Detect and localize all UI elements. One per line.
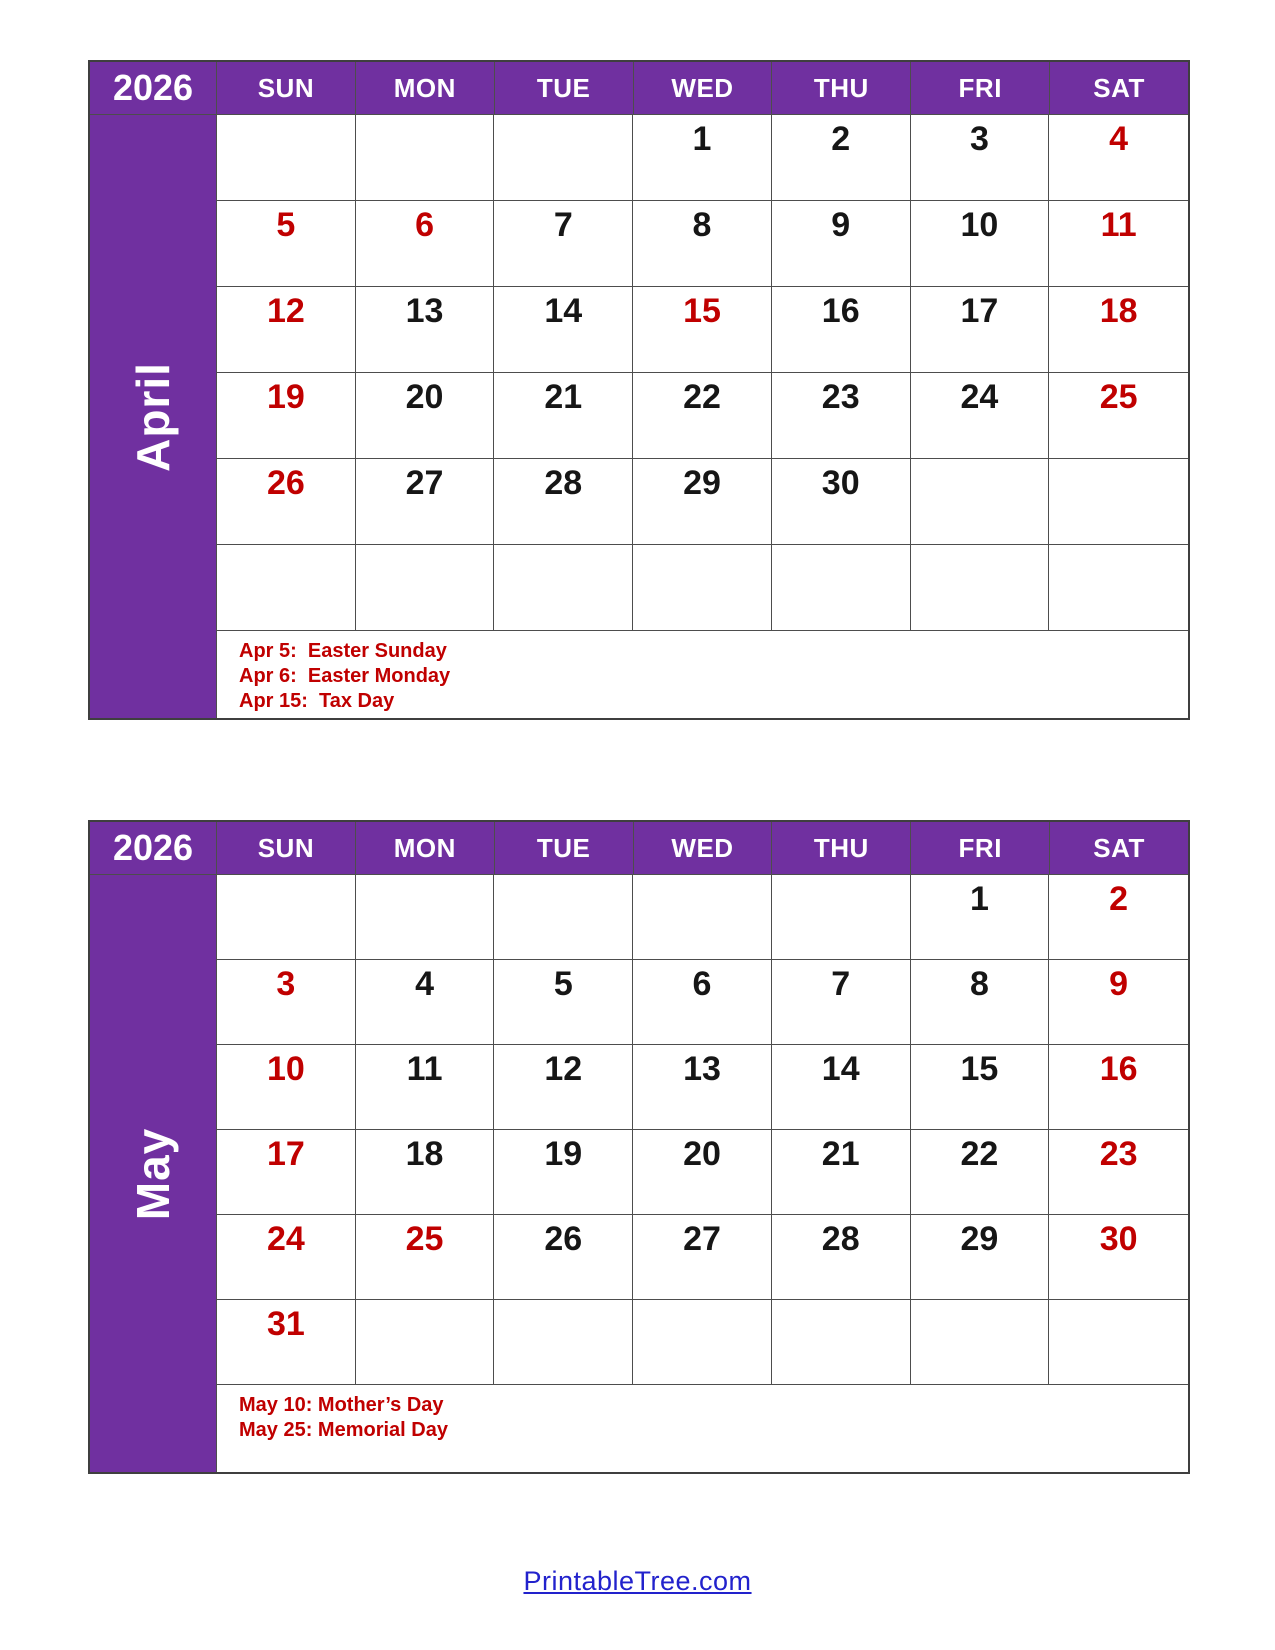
day-cell-april-26: 26 [217,459,356,545]
holiday-note: May 10: Mother’s Day [239,1394,444,1416]
calendar-body [90,115,1188,718]
day-grid [217,115,1188,631]
day-cell-april-14: 14 [494,287,633,373]
weekday-header-mon: MON [356,62,495,114]
calendar-april [88,60,1190,720]
day-cell-april-29: 29 [633,459,772,545]
day-cell-april-18: 18 [1049,287,1188,373]
day-cell-april-12: 12 [217,287,356,373]
day-cell-may-23: 23 [1049,1130,1188,1215]
calendar-grid-area [217,115,1188,718]
weekday-header-fri: FRI [911,62,1050,114]
day-cell-empty [356,875,495,960]
day-cell-may-4: 4 [356,960,495,1045]
month-label: May [126,1127,179,1220]
day-cell-empty [911,459,1050,545]
day-cell-empty [217,875,356,960]
day-cell-april-20: 20 [356,373,495,459]
day-cell-empty [217,545,356,631]
weekday-header-sun: SUN [217,822,356,874]
day-cell-april-8: 8 [633,201,772,287]
calendar-may [88,820,1190,1474]
day-cell-may-13: 13 [633,1045,772,1130]
day-cell-april-17: 17 [911,287,1050,373]
day-cell-may-7: 7 [772,960,911,1045]
day-cell-empty [772,875,911,960]
day-cell-april-9: 9 [772,201,911,287]
weekday-header-thu: THU [772,822,911,874]
weekday-header-fri: FRI [911,822,1050,874]
holiday-notes [217,631,1188,718]
day-cell-april-4: 4 [1049,115,1188,201]
day-cell-april-3: 3 [911,115,1050,201]
month-sidebar [90,875,217,1472]
day-cell-may-10: 10 [217,1045,356,1130]
year-label: 2026 [90,822,217,874]
day-cell-may-18: 18 [356,1130,495,1215]
day-cell-empty [633,545,772,631]
holiday-note: Apr 5: Easter Sunday [239,640,447,662]
day-cell-empty [356,115,495,201]
day-cell-empty [911,1300,1050,1385]
day-cell-april-13: 13 [356,287,495,373]
day-cell-april-10: 10 [911,201,1050,287]
day-cell-empty [1049,545,1188,631]
day-cell-may-11: 11 [356,1045,495,1130]
day-cell-empty [494,875,633,960]
day-cell-may-21: 21 [772,1130,911,1215]
day-cell-april-5: 5 [217,201,356,287]
day-cell-april-7: 7 [494,201,633,287]
calendar-header-row [90,62,1188,115]
weekday-header-wed: WED [634,62,773,114]
day-cell-may-14: 14 [772,1045,911,1130]
day-cell-april-21: 21 [494,373,633,459]
day-cell-may-25: 25 [356,1215,495,1300]
footer [0,1566,1275,1597]
printabletree-link[interactable]: PrintableTree.com [523,1566,752,1596]
day-cell-april-19: 19 [217,373,356,459]
day-cell-april-6: 6 [356,201,495,287]
day-cell-empty [1049,459,1188,545]
day-cell-empty [494,1300,633,1385]
weekday-header-mon: MON [356,822,495,874]
day-cell-empty [217,115,356,201]
day-cell-empty [494,115,633,201]
holiday-note: Apr 15: Tax Day [239,690,395,712]
weekday-header-sun: SUN [217,62,356,114]
weekday-header-thu: THU [772,62,911,114]
day-cell-may-26: 26 [494,1215,633,1300]
day-cell-april-30: 30 [772,459,911,545]
day-cell-may-27: 27 [633,1215,772,1300]
calendar-body [90,875,1188,1472]
day-cell-empty [1049,1300,1188,1385]
day-cell-empty [772,545,911,631]
day-cell-may-30: 30 [1049,1215,1188,1300]
holiday-note: Apr 6: Easter Monday [239,665,451,687]
day-cell-may-19: 19 [494,1130,633,1215]
day-cell-may-5: 5 [494,960,633,1045]
day-cell-april-28: 28 [494,459,633,545]
day-cell-may-28: 28 [772,1215,911,1300]
day-cell-empty [911,545,1050,631]
day-cell-may-16: 16 [1049,1045,1188,1130]
day-cell-may-2: 2 [1049,875,1188,960]
day-cell-april-2: 2 [772,115,911,201]
day-cell-empty [356,1300,495,1385]
day-cell-april-23: 23 [772,373,911,459]
day-cell-may-29: 29 [911,1215,1050,1300]
day-cell-april-11: 11 [1049,201,1188,287]
weekday-header-wed: WED [634,822,773,874]
day-cell-may-1: 1 [911,875,1050,960]
weekday-header-sat: SAT [1093,72,1145,103]
day-cell-empty [633,875,772,960]
weekday-header-tue: TUE [495,822,634,874]
day-cell-april-16: 16 [772,287,911,373]
day-cell-empty [494,545,633,631]
weekday-header-tue: TUE [495,62,634,114]
day-cell-may-9: 9 [1049,960,1188,1045]
day-cell-april-15: 15 [633,287,772,373]
day-cell-empty [633,1300,772,1385]
calendar-grid-area [217,875,1188,1472]
day-cell-may-8: 8 [911,960,1050,1045]
day-cell-may-3: 3 [217,960,356,1045]
day-cell-may-15: 15 [911,1045,1050,1130]
month-label: April [127,361,179,472]
day-cell-april-24: 24 [911,373,1050,459]
day-cell-april-27: 27 [356,459,495,545]
day-cell-may-12: 12 [494,1045,633,1130]
day-cell-may-31: 31 [217,1300,356,1385]
day-cell-april-22: 22 [633,373,772,459]
day-cell-may-24: 24 [217,1215,356,1300]
holiday-notes [217,1385,1188,1472]
day-cell-may-17: 17 [217,1130,356,1215]
day-cell-may-20: 20 [633,1130,772,1215]
day-cell-april-25: 25 [1049,373,1188,459]
weekday-header-sat: SAT [1093,832,1145,863]
day-grid [217,875,1188,1385]
day-cell-may-6: 6 [633,960,772,1045]
holiday-note: May 25: Memorial Day [239,1419,448,1441]
day-cell-may-22: 22 [911,1130,1050,1215]
day-cell-april-1: 1 [633,115,772,201]
day-cell-empty [356,545,495,631]
calendar-header-row [90,822,1188,875]
day-cell-empty [772,1300,911,1385]
year-label: 2026 [90,62,217,114]
month-sidebar [90,115,217,718]
